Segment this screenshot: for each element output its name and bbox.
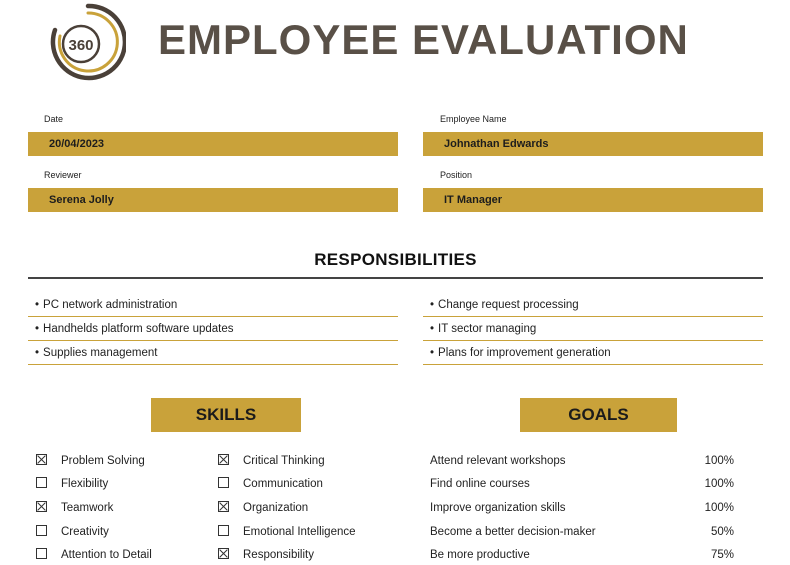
checkbox[interactable] — [218, 525, 229, 536]
skill-label: Flexibility — [61, 478, 109, 490]
skill-label: Communication — [243, 478, 323, 490]
list-item[interactable]: • Supplies management — [28, 342, 398, 365]
goal-label: Find online courses — [430, 478, 530, 490]
goal-percent: 100% — [704, 478, 734, 490]
checkbox[interactable] — [218, 477, 229, 488]
skill-label: Attention to Detail — [61, 549, 152, 561]
goal-percent: 50% — [710, 526, 734, 538]
goal-label: Become a better decision-maker — [430, 526, 596, 538]
list-item[interactable]: • PC network administration — [28, 294, 398, 317]
list-item[interactable]: • Plans for improvement generation — [423, 342, 763, 365]
checkbox[interactable] — [218, 454, 229, 465]
responsibilities-right-list — [423, 294, 763, 366]
skill-critical-thinking[interactable] — [218, 451, 325, 471]
logo-360 — [50, 2, 126, 82]
list-item[interactable]: • IT sector managing — [423, 318, 763, 341]
goal-percent: 75% — [710, 549, 734, 561]
skill-label: Problem Solving — [61, 455, 145, 467]
skill-flexibility[interactable] — [36, 474, 108, 494]
skill-problem-solving[interactable] — [36, 451, 145, 471]
goal-percent: 100% — [704, 502, 734, 514]
page-title: EMPLOYEE EVALUATION — [158, 16, 689, 63]
skill-label: Teamwork — [61, 502, 114, 514]
list-item[interactable]: • Handhelds platform software updates — [28, 318, 398, 341]
goal-percent: 100% — [704, 455, 734, 467]
employee-name-field[interactable]: Johnathan Edwards — [423, 132, 763, 156]
responsibilities-left-list — [28, 294, 398, 366]
position-field[interactable]: IT Manager — [423, 188, 763, 212]
skill-organization[interactable] — [218, 498, 308, 518]
checkbox[interactable] — [36, 525, 47, 536]
responsibilities-heading: RESPONSIBILITIES — [314, 250, 477, 269]
reviewer-field[interactable]: Serena Jolly — [28, 188, 398, 212]
goal-label: Be more productive — [430, 549, 530, 561]
section-divider — [28, 277, 763, 279]
date-label: Date — [44, 114, 64, 124]
skills-heading: SKILLS — [151, 398, 301, 432]
skill-emotional-intelligence[interactable] — [218, 522, 356, 542]
reviewer-label: Reviewer — [44, 170, 82, 180]
skill-responsibility[interactable] — [218, 545, 314, 565]
goal-label: Attend relevant workshops — [430, 455, 566, 467]
skill-label: Organization — [243, 502, 309, 514]
skill-attention-to-detail[interactable] — [36, 545, 152, 565]
skill-creativity[interactable] — [36, 522, 109, 542]
position-label: Position — [440, 170, 473, 180]
date-field[interactable]: 20/04/2023 — [28, 132, 398, 156]
list-item[interactable]: • Change request processing — [423, 294, 763, 317]
checkbox[interactable] — [36, 501, 47, 512]
skill-label: Emotional Intelligence — [243, 526, 356, 538]
skill-teamwork[interactable] — [36, 498, 113, 518]
skill-communication[interactable] — [218, 474, 323, 494]
skill-label: Creativity — [61, 526, 109, 538]
logo-text: 360 — [68, 37, 94, 54]
skill-label: Responsibility — [243, 549, 314, 561]
employee-name-label: Employee Name — [440, 114, 507, 124]
goals-heading: GOALS — [520, 398, 677, 432]
checkbox[interactable] — [36, 477, 47, 488]
checkbox[interactable] — [218, 501, 229, 512]
goal-label: Improve organization skills — [430, 502, 566, 514]
skill-label: Critical Thinking — [243, 455, 325, 467]
checkbox[interactable] — [36, 454, 47, 465]
